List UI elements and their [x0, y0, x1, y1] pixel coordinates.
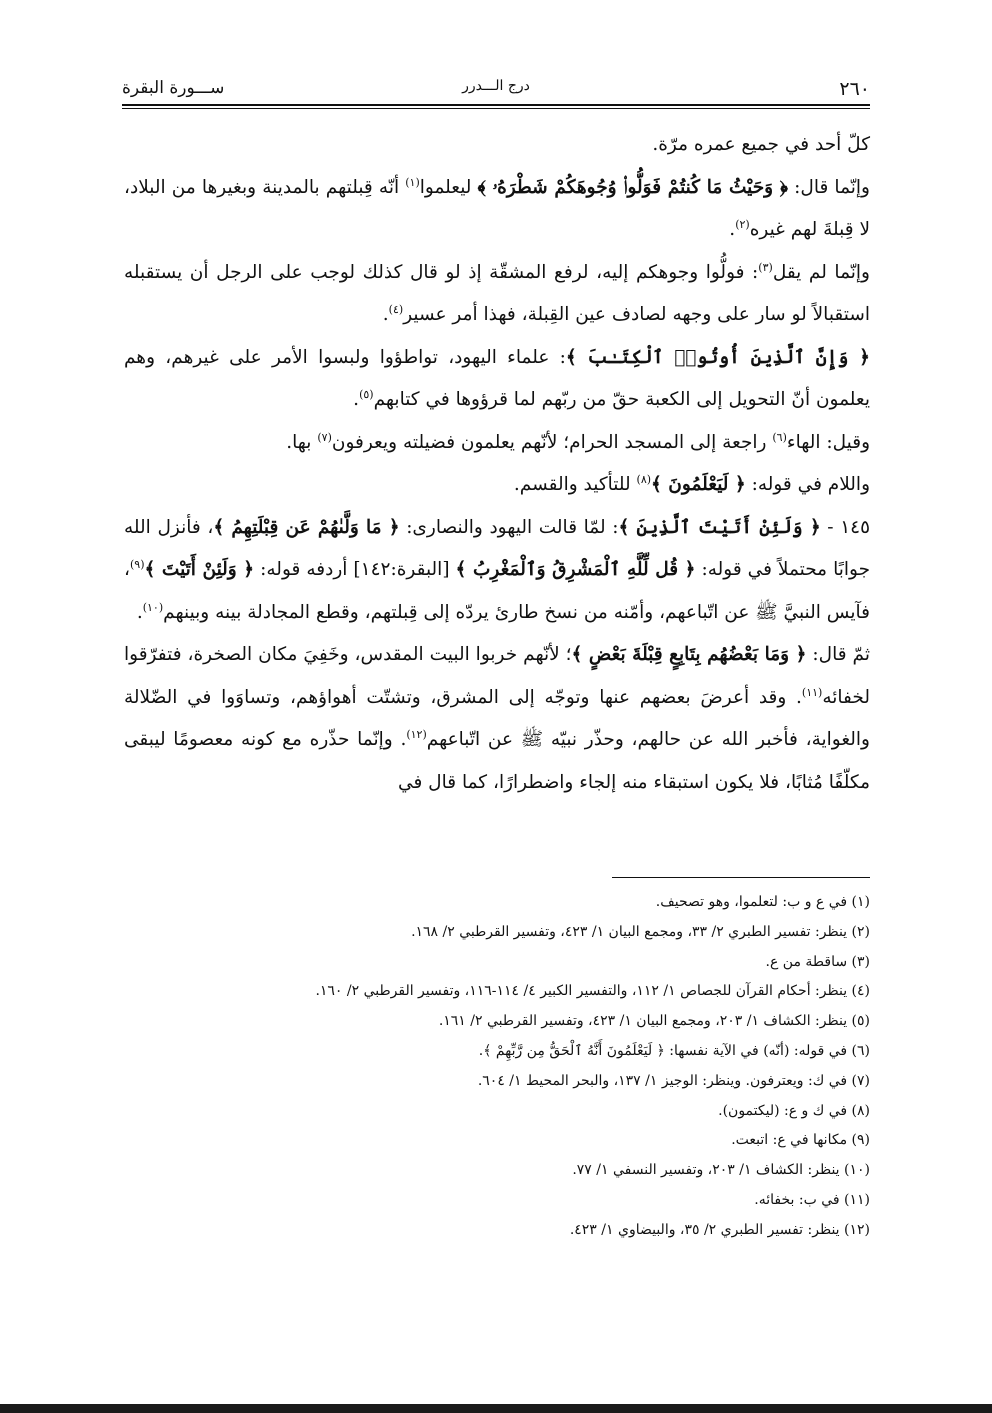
header-rule	[122, 104, 870, 106]
page-number: ٢٦٠	[839, 78, 870, 100]
book-title: درج الـــدرر	[462, 78, 530, 94]
quran-verse: ﴿ وَمَا بَعْضُهُم بِتَابِعٍ قِبْلَةَ بَعْضٍ ﴾	[571, 644, 807, 665]
quran-verse: ﴿ مَا وَلَّىٰهُمْ عَن قِبْلَتِهِمُ ﴾	[213, 516, 400, 538]
main-text	[124, 124, 870, 804]
quran-verse: ﴿ وَلَئِنْ أَتَيْتَ ٱلَّذِينَ ﴾	[618, 516, 821, 538]
footnote: (٥) ينظر: الكشاف ١/ ٢٠٣، ومجمع البيان ١/ ٤٢٣، وتفسير القرطبي ٢/ ١٦١.	[438, 1013, 870, 1030]
footnote-ref: (٦)	[772, 430, 787, 444]
footnote-ref: (١٢)	[406, 727, 427, 741]
header-rule-thin	[122, 108, 870, 109]
paragraph-3: وإنّما لم يقل$^{(٣)}$: فولُّوا وجوهكم إليه، لرفع المشقّة إذ لو قال كذلك لوجب على الرجل أن يستقبله استقبالاً لو سار على وجهه لصادف عين القِبلة، فهذا أمر عسير$^{(٤)}$.	[124, 260, 870, 325]
page-header	[122, 72, 870, 108]
footnote: (٨) في ك و ع: (ليكتمون).	[718, 1102, 870, 1119]
quran-verse: ﴿ لَيَعْلَمُونَ ﴾	[651, 474, 746, 495]
paragraph-8: ثمّ قال: ﴿ وَمَا بَعْضُهُم بِتَابِعٍ قِبْلَةَ بَعْضٍ ﴾؛ لأنّهم خربوا البيت المقدس، وخَفِيَ مكان الصخرة، فتفرّقوا لخفائه$^{(١١)}$. وقد أعرضَ بعضهم عنها وتوجّه إلى المشرق، وتشتّت أهواؤهم، وتساوَوا في الضّلالة والغواية، فأخبر الله عن حالهم، وحذّر نبيّه ﷺ عن اتّباعهم$^{(١٢)}$. وإنّما حذّره مع كونه معصومًا ليبقى مكلّفًا مُثابًا، فلا يكون استبقاء منه إلجاء واضطرارًا، كما قال في	[124, 644, 870, 793]
footnote: (١١) في ب: بخفائه.	[754, 1191, 870, 1208]
quran-verse: ﴿ قُل لِّلَّهِ ٱلْمَشْرِقُ وَٱلْمَغْرِبُ ﴾	[455, 559, 696, 580]
footnotes	[124, 888, 870, 1246]
footnote-ref: (١٠)	[142, 600, 164, 614]
footnote-ref: (٧)	[317, 430, 332, 444]
quran-verse: ﴿ وَلَئِنْ أَتَيْتَ ﴾	[144, 559, 255, 580]
paragraph-2: وإنّما قال: ﴿ وَحَيْثُ مَا كُنتُمْ فَوَلُّوا۟ وُجُوهَكُمْ شَطْرَهُۥ ﴾ ليعلموا$^{(١)}$ أنّه قِبلتهم بالمدينة وبغيرها من البلاد، لا قِبلةَ لهم غيره$^{(٢)}$.	[124, 175, 870, 240]
footnote: (٤) ينظر: أحكام القرآن للجصاص ١/ ١١٢، والتفسير الكبير ٤/ ١١٤-١١٦، وتفسير القرطبي ٢/ ١٦٠.	[315, 983, 870, 1000]
quran-verse: ﴿ وَحَيْثُ مَا كُنتُمْ فَوَلُّوا۟ وُجُوهَكُمْ شَطْرَهُۥ ﴾	[477, 176, 789, 198]
footnote-ref: (١)	[405, 175, 420, 189]
scan-edge	[0, 1404, 992, 1413]
footnote: (٦) في قوله: (أنّه) في الآية نفسها: ﴿ لَيَعْلَمُونَ أَنَّهُ ٱلْحَقُّ مِن رَّبِّهِمْ ﴾.	[478, 1042, 870, 1059]
footnote-ref: (٤)	[388, 302, 404, 316]
footnote: (١٠) ينظر: الكشاف ١/ ٢٠٣، وتفسير النسفي ١/ ٧٧.	[572, 1162, 870, 1179]
footnote: (١٢) ينظر: تفسير الطبري ٢/ ٣٥، والبيضاوي ١/ ٤٢٣.	[569, 1221, 870, 1238]
footnote: (٢) ينظر: تفسير الطبري ٢/ ٣٣، ومجمع البيان ١/ ٤٢٣، وتفسير القرطبي ٢/ ١٦٨.	[411, 923, 870, 940]
footnote-ref: (٢)	[735, 217, 750, 231]
footnote-ref: (١١)	[801, 685, 823, 699]
paragraph-1: كلّ أحد في جميع عمره مرّة.	[652, 134, 870, 155]
paragraph-6: واللام في قوله: ﴿ لَيَعْلَمُونَ ﴾$^{(٨)}$ للتأكيد والقسم.	[513, 472, 870, 495]
footnote: (١) في ع و ب: لتعلموا، وهو تصحيف.	[655, 894, 870, 910]
paragraph-5: وقيل: الهاء$^{(٦)}$ راجعة إلى المسجد الحرام؛ لأنّهم يعلمون فضيلته ويعرفون$^{(٧)}$ بها.	[286, 430, 870, 453]
footnote-ref: (٩)	[129, 557, 145, 571]
paragraph-7: ١٤٥ - ﴿ وَلَئِنْ أَتَيْتَ ٱلَّذِينَ ﴾: لمّا قالت اليهود والنصارى: ﴿ مَا وَلَّىٰهُمْ عَن قِبْلَتِهِمُ ﴾، فأنزل الله جوابًا محتملاً في قوله: ﴿ قُل لِّلَّهِ ٱلْمَشْرِقُ وَٱلْمَغْرِبُ ﴾ [البقرة:١٤٢] أردفه قوله: ﴿ وَلَئِنْ أَتَيْتَ ﴾$^{(٩)}$، فآيس النبيَّ ﷺ عن اتّباعهم، وأمّنه من نسخ طارئ يردّه إلى قِبلتهم، وقطع المجادلة بينه وبينهم$^{(١٠)}$.	[124, 516, 871, 623]
surah-title: ســـورة البقرة	[122, 78, 225, 98]
footnote-separator	[612, 877, 870, 878]
footnote: (٣) ساقطة من ع.	[765, 953, 870, 970]
footnote-ref: (٥)	[359, 387, 374, 401]
paragraph-4: ﴿ وَإِنَّ ٱلَّذِينَ أُوتُوا۟ ٱلْكِتَـٰبَ ﴾: علماء اليهود، تواطؤوا ولبسوا الأمر على غيرهم، وهم يعلمون أنّ التحويل إلى الكعبة حقّ من ربّهم لما قرؤوها في كتابهم$^{(٥)}$.	[124, 346, 871, 410]
footnote-ref: (٣)	[758, 260, 773, 274]
footnote: (٩) مكانها في ع: اتبعت.	[731, 1132, 870, 1149]
quran-verse: ﴿ وَإِنَّ ٱلَّذِينَ أُوتُوا۟ ٱلْكِتَـٰبَ ﴾	[565, 346, 871, 368]
footnote-ref: (٨)	[636, 472, 652, 486]
footnote: (٧) في ك: ويعترفون. وينظر: الوجيز ١/ ١٣٧، والبحر المحيط ١/ ٦٠٤.	[477, 1072, 870, 1089]
